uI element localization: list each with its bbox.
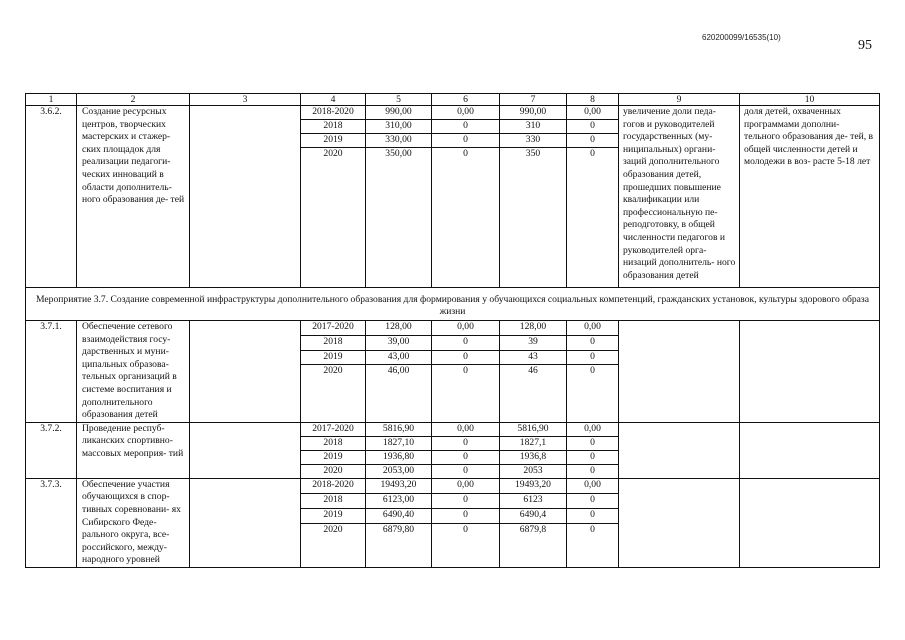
column-header-row: [26, 94, 880, 106]
year-cell: 2019: [301, 134, 366, 148]
table-row: [26, 478, 880, 493]
empty-cell: [619, 422, 740, 478]
empty-cell: [619, 321, 740, 423]
other-cell: 0: [567, 148, 619, 288]
other-cell: 0,00: [567, 478, 619, 493]
year-cell: 2018: [301, 436, 366, 450]
column-header: 7: [500, 94, 567, 106]
regional-cell: 19493,20: [500, 478, 567, 493]
row-code: 3.7.1.: [26, 321, 77, 423]
total-cell: 990,00: [366, 106, 432, 120]
column-header: 9: [619, 94, 740, 106]
federal-cell: 0: [432, 120, 500, 134]
federal-cell: 0: [432, 493, 500, 508]
regional-cell: 6123: [500, 493, 567, 508]
row-description: Обеспечение участия обучающихся в спор- тивных соревновани- ях Сибирского Феде- рального округа, все- российского, между- народного уровней: [77, 478, 190, 567]
document-id: 620200099/16535(10): [702, 33, 781, 42]
regional-cell: 6490,4: [500, 509, 567, 524]
table-row: [26, 422, 880, 436]
other-cell: 0: [567, 493, 619, 508]
total-cell: 39,00: [366, 335, 432, 350]
other-cell: 0: [567, 350, 619, 365]
year-cell: 2017-2020: [301, 321, 366, 336]
federal-cell: 0: [432, 524, 500, 568]
event-title: Мероприятие 3.7. Создание современной инфраструктуры дополнительного образования для формирования у обучающихся социальных компетенций, гражданских установок, культуры здорового образа жизни: [26, 288, 880, 321]
empty-cell: [740, 422, 880, 478]
year-cell: 2019: [301, 350, 366, 365]
federal-cell: 0: [432, 436, 500, 450]
federal-cell: 0: [432, 450, 500, 464]
year-cell: 2019: [301, 450, 366, 464]
year-cell: 2018: [301, 335, 366, 350]
total-cell: 2053,00: [366, 464, 432, 478]
total-cell: 310,00: [366, 120, 432, 134]
year-cell: 2020: [301, 464, 366, 478]
column-header: 1: [26, 94, 77, 106]
column-header: 2: [77, 94, 190, 106]
federal-cell: 0: [432, 365, 500, 422]
year-cell: 2018-2020: [301, 106, 366, 120]
row-code: 3.6.2.: [26, 106, 77, 288]
year-cell: 2020: [301, 365, 366, 422]
column-header: 8: [567, 94, 619, 106]
event-row: [26, 288, 880, 321]
total-cell: 43,00: [366, 350, 432, 365]
program-table: [25, 93, 880, 568]
other-cell: 0: [567, 436, 619, 450]
regional-cell: 310: [500, 120, 567, 134]
row-description: Проведение респуб- ликанских спортивно- массовых мероприя- тий: [77, 422, 190, 478]
other-cell: 0: [567, 120, 619, 134]
regional-cell: 990,00: [500, 106, 567, 120]
total-cell: 128,00: [366, 321, 432, 336]
year-cell: 2017-2020: [301, 422, 366, 436]
total-cell: 19493,20: [366, 478, 432, 493]
federal-cell: 0: [432, 509, 500, 524]
total-cell: 330,00: [366, 134, 432, 148]
column-header: 6: [432, 94, 500, 106]
federal-cell: 0,00: [432, 478, 500, 493]
row-description: Создание ресурсных центров, творческих мастерских и стажер- ских площадок для реализации педагоги- ческих инноваций в области дополнитель- ного образования де- тей: [77, 106, 190, 288]
federal-cell: 0: [432, 148, 500, 288]
federal-cell: 0,00: [432, 321, 500, 336]
page-number: 95: [858, 38, 872, 53]
federal-cell: 0: [432, 335, 500, 350]
regional-cell: 330: [500, 134, 567, 148]
regional-cell: 46: [500, 365, 567, 422]
regional-cell: 1936,8: [500, 450, 567, 464]
regional-cell: 5816,90: [500, 422, 567, 436]
empty-cell: [190, 321, 301, 423]
other-cell: 0: [567, 524, 619, 568]
other-cell: 0: [567, 134, 619, 148]
regional-cell: 1827,1: [500, 436, 567, 450]
regional-cell: 350: [500, 148, 567, 288]
total-cell: 1936,80: [366, 450, 432, 464]
table-row: [26, 106, 880, 120]
regional-cell: 128,00: [500, 321, 567, 336]
empty-cell: [190, 478, 301, 567]
year-cell: 2018: [301, 493, 366, 508]
year-cell: 2020: [301, 524, 366, 568]
regional-cell: 6879,8: [500, 524, 567, 568]
total-cell: 5816,90: [366, 422, 432, 436]
other-cell: 0: [567, 464, 619, 478]
other-cell: 0: [567, 365, 619, 422]
other-cell: 0: [567, 335, 619, 350]
year-cell: 2020: [301, 148, 366, 288]
total-cell: 350,00: [366, 148, 432, 288]
column-header: 10: [740, 94, 880, 106]
regional-cell: 43: [500, 350, 567, 365]
other-cell: 0,00: [567, 106, 619, 120]
row-code: 3.7.3.: [26, 478, 77, 567]
table-row: [26, 321, 880, 336]
row-code: 3.7.2.: [26, 422, 77, 478]
empty-cell: [619, 478, 740, 567]
total-cell: 6490,40: [366, 509, 432, 524]
year-cell: 2018-2020: [301, 478, 366, 493]
total-cell: 6879,80: [366, 524, 432, 568]
regional-cell: 2053: [500, 464, 567, 478]
target-text: доля детей, охваченных программами дополни- тельного образования де- тей, в общей численности детей и молодежи в воз- расте 5-18 лет: [740, 106, 880, 288]
column-header: 3: [190, 94, 301, 106]
regional-cell: 39: [500, 335, 567, 350]
other-cell: 0: [567, 509, 619, 524]
federal-cell: 0: [432, 350, 500, 365]
row-description: Обеспечение сетевого взаимодействия госу- дарственных и муни- ципальных образова- тельных организаций в системе воспитания и дополнительного образования детей: [77, 321, 190, 423]
empty-cell: [190, 106, 301, 288]
other-cell: 0,00: [567, 422, 619, 436]
federal-cell: 0,00: [432, 106, 500, 120]
federal-cell: 0: [432, 134, 500, 148]
empty-cell: [190, 422, 301, 478]
indicator-text: увеличение доли педа- гогов и руководителей государственных (му- ниципальных) органи- заций дополнительного образования детей, прошедших повышение квалификации или профессиональную пе- реподготовку, в общей численности педагогов и руководителей орга- низаций дополнитель- ного образования детей: [619, 106, 740, 288]
empty-cell: [740, 321, 880, 423]
federal-cell: 0,00: [432, 422, 500, 436]
year-cell: 2019: [301, 509, 366, 524]
total-cell: 46,00: [366, 365, 432, 422]
total-cell: 6123,00: [366, 493, 432, 508]
other-cell: 0,00: [567, 321, 619, 336]
column-header: 4: [301, 94, 366, 106]
federal-cell: 0: [432, 464, 500, 478]
column-header: 5: [366, 94, 432, 106]
empty-cell: [740, 478, 880, 567]
year-cell: 2018: [301, 120, 366, 134]
other-cell: 0: [567, 450, 619, 464]
total-cell: 1827,10: [366, 436, 432, 450]
